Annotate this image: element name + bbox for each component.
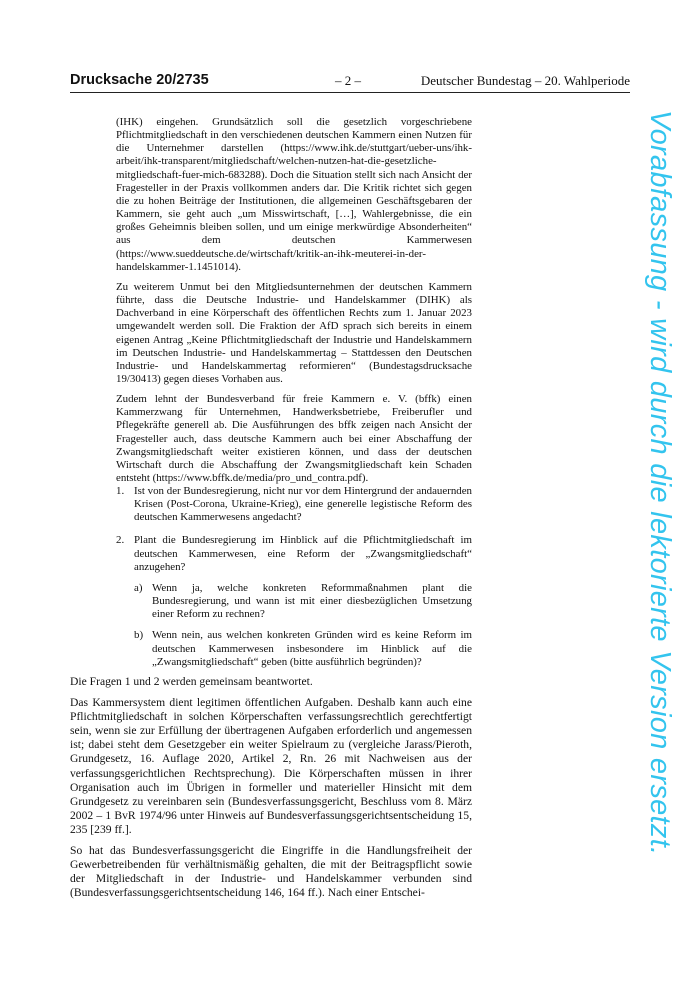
preamble-paragraph-1: (IHK) eingehen. Grundsätzlich soll die gesetzlich vorgeschriebene Pflichtmitgliedschaft in den verschiedenen deutschen Kammern einen Nutzen für die Unternehmer darstellen (https://www.ihk.de/stuttgart/ueber-uns/ihk-arbeit/ihk-transparent/mitgliedschaft/welchen-nutzen-hat-die-gesetzliche-mitgliedschaft-fuer-mich-683288). Doch die Situation stellt sich nach Ansicht der Fragesteller in der Praxis vollkommen anders dar. Die Kritik richtet sich gegen die zu hohen Beiträge der Institutionen, die allgemeinen Geschäftsgebaren der Kammern, sie geht auch „um Misswirtschaft, […], Wahlergebnisse, die ein großes Geheimnis bleiben sollen, und um einige merkwürdige Absonderheiten“ aus dem deutschen Kammerwesen (https://www.sueddeutsche.de/wirtschaft/kritik-an-ihk-meuterei-in-der-handelskammer-1.1451014). xyxy=(116,116,472,273)
page-header xyxy=(70,70,630,93)
question-text: Plant die Bundesregierung im Hinblick auf die Pflichtmitgliedschaft im deutschen Kammerwesen, eine Reform der „Zwangsmitgliedschaft“ anzugehen? xyxy=(134,534,472,573)
watermark xyxy=(640,110,680,880)
sub-question-text: Wenn ja, welche konkreten Reformmaßnahmen plant die Bundesregierung, und wann ist mit einer diesbezüglichen Umsetzung einer Reform zu rechnen? xyxy=(152,581,472,621)
sub-question-b xyxy=(134,629,472,668)
doc-label: Drucksache 20/ xyxy=(70,72,177,88)
page-number: – 2 – xyxy=(335,73,361,88)
answer-section xyxy=(70,675,472,907)
preamble-paragraph-2: Zu weiterem Unmut bei den Mitgliedsunternehmen der deutschen Kammern führte, dass die Deutsche Industrie- und Handelskammer (DIHK) als Dachverband in eine Körperschaft des öffentlichen Rechts zum 1. Januar 2023 umgewandelt werden soll. Die Fraktion der AfD sprach sich bereits in einem eigenen Antrag „Keine Pflichtmitgliedschaft der Industrie und Handelskammern im Deutschen Industrie- und Handelskammertag – Stattdessen den Deutschen Industrie- und Handelskammertag reformieren“ (Bundestagsdrucksache 19/30413) gegen dieses Vorhaben aus. xyxy=(116,280,472,385)
answer-intro: Die Fragen 1 und 2 werden gemeinsam beantwortet. xyxy=(70,675,313,688)
question-1 xyxy=(116,485,472,524)
doc-number-value: 2735 xyxy=(176,72,209,88)
answer-paragraph-1: Das Kammersystem dient legitimen öffentlichen Aufgaben. Deshalb kann auch eine Pflichtmitgliedschaft in solchen Körperschaften verfassungsrechtlich gerechtfertigt sein, wenn sie zur Erfüllung der übertragenen Aufgaben erforderlich und angemessen ist; dabei steht dem Gesetzgeber ein weiter Spielraum zu (vergleiche Jarass/Pieroth, Grundgesetz, 16. Auflage 2020, Artikel 2, Rn. 26 mit Nachweisen aus der verfassungsgerichtlichen Rechtsprechung). Die Körperschaften müssen in ihrer Organisation auch im Übrigen in formeller und materieller Hinsicht mit dem Grundgesetz zu vereinbaren sein (Bundesverfassungsgericht, Beschluss vom 8. März 2002 – 1 BvR 1974/96 unter Hinweis auf Bundesverfassungsgerichtsentscheidung 15, 235 [239 ff.]. xyxy=(70,696,472,836)
institution-label: Deutscher Bundestag – 20. Wahlperiode xyxy=(420,73,630,88)
sub-question-letter: b) xyxy=(134,629,144,642)
question-2 xyxy=(116,534,472,668)
answer-paragraph-2: So hat das Bundesverfassungsgericht die Eingriffe in die Handlungsfreiheit der Gewerbetreibenden für verhältnismäßig gehalten, die mit der Beitragspflicht sowie der Mitgliedschaft in der Industrie- und Handelskammer verbunden sind (Bundesverfassungsgerichtsentscheidung 146, 164 ff.). Nach einer Entschei- xyxy=(70,844,472,900)
sub-question-letter: a) xyxy=(134,581,143,594)
document-number xyxy=(70,72,209,88)
question-list xyxy=(116,485,472,679)
preamble-paragraph-3: Zudem lehnt der Bundesverband für freie Kammern e. V. (bffk) einen Kammerzwang für Unternehmen, Handwerksbetriebe, Freiberufler und Pflegekräfte generell ab. Die Ausführungen des bffk zeigen nach Ansicht der Fragesteller auch, dass deutsche Kammern auch bei einer Abschaffung der Zwangsmitgliedschaft weiter existieren können, und dass der deutschen Wirtschaft durch die Abschaffung der Zwangsmitgliedschaft kein Schaden entsteht (https://www.bffk.de/media/pro_und_contra.pdf). xyxy=(116,393,472,485)
preamble xyxy=(116,116,472,492)
sub-question-text: Wenn nein, aus welchen konkreten Gründen wird es keine Reform im deutschen Kammerwesen insbesondere im Hinblick auf die „Zwangsmitgliedschaft“ geben (bitte ausführlich begründen)? xyxy=(152,629,472,668)
question-text: Ist von der Bundesregierung, nicht nur vor dem Hintergrund der andauernden Krisen (Post-Corona, Ukraine-Krieg), eine generelle legistische Reform des deutschen Kammerwesens angedacht? xyxy=(134,485,472,524)
watermark-text: Vorabfassung - wird durch die lektorierte Version ersetzt. xyxy=(644,110,676,856)
sub-question-a xyxy=(134,582,472,621)
question-number: 1. xyxy=(116,485,125,497)
question-number: 2. xyxy=(116,534,125,547)
